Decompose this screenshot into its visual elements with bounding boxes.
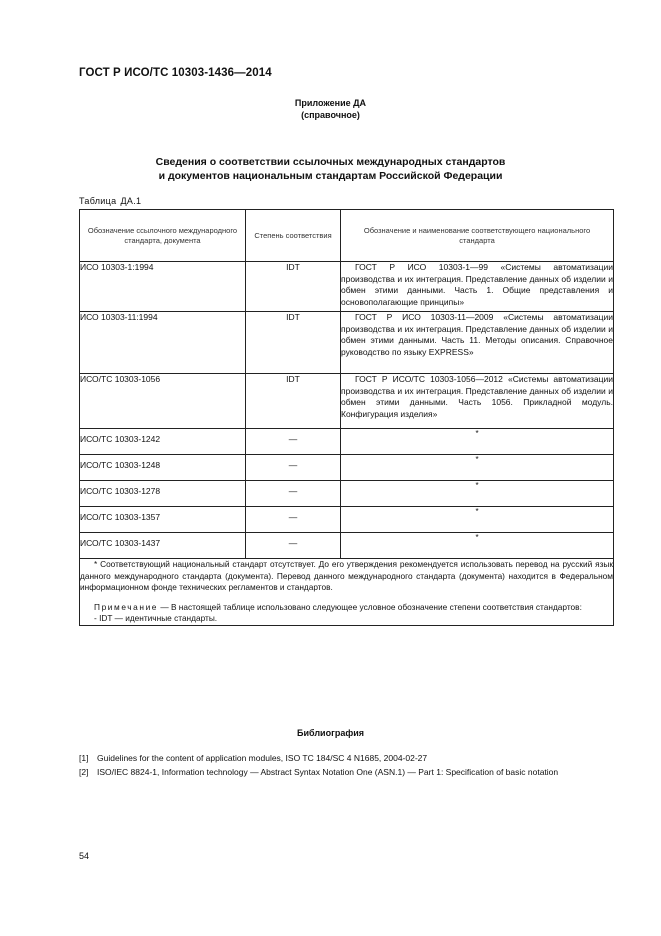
table-footnote-cell (80, 559, 614, 626)
row-national-name: ГОСТ Р ИСО 10303-11—2009 «Системы автоматизации производства и их интеграция. Представление данных об изделии и обмен этими данными. Часть 11. Методы описания. Справочное руководство по языку EXPRESS» (341, 312, 614, 374)
table-row (80, 429, 614, 455)
row-degree: — (246, 533, 341, 559)
section-title-line1: Сведения о соответствии ссылочных международных стандартов (155, 156, 506, 168)
row-national-name: ГОСТ Р ИСО 10303-1—99 «Системы автоматизации производства и их интеграция. Представление данных об изделии и обмен этими данными. Часть 1. Общие представления и основополагающие принципы» (341, 262, 614, 312)
header-ref-standard: Обозначение ссылочного международного стандарта, документа (80, 210, 246, 262)
table-row (80, 455, 614, 481)
table-row (80, 507, 614, 533)
bibliography-item (79, 766, 615, 778)
bibliography-item-number: [2] (79, 767, 89, 777)
table-header-row (80, 210, 614, 262)
table-caption (79, 196, 141, 206)
note-label: Примечание (94, 601, 159, 612)
table-caption-number: ДА.1 (120, 196, 142, 206)
row-ref-code: ИСО 10303-11:1994 (80, 312, 246, 374)
row-degree: — (246, 507, 341, 533)
row-ref-code: ИСО 10303-1:1994 (80, 262, 246, 312)
table-row (80, 533, 614, 559)
row-national-name: ГОСТ Р ИСО/ТС 10303-1056—2012 «Системы автоматизации производства и их интеграция. Представление данных об изделии и обмен этими данными. Часть 1056. Прикладной модуль. Конфигурация изделия» (341, 374, 614, 429)
annex-heading (0, 97, 661, 121)
row-national-name: * (341, 429, 614, 455)
row-degree: IDT (246, 262, 341, 312)
table-row (80, 312, 614, 374)
annex-title: Приложение ДА (294, 98, 367, 108)
standard-header: ГОСТ Р ИСО/ТС 10303-1436—2014 (79, 67, 272, 79)
row-degree: IDT (246, 312, 341, 374)
row-national-name: * (341, 481, 614, 507)
row-degree: — (246, 481, 341, 507)
header-national-standard: Обозначение и наименование соответствующего национального стандарта (341, 210, 614, 262)
page-number: 54 (79, 851, 90, 861)
row-national-name: * (341, 533, 614, 559)
section-title-line2: и документов национальным стандартам Российской Федерации (158, 169, 503, 182)
row-ref-code: ИСО/ТС 10303-1242 (80, 429, 246, 455)
section-title (0, 156, 661, 183)
row-ref-code: ИСО/ТС 10303-1357 (80, 507, 246, 533)
row-national-name: * (341, 507, 614, 533)
annex-subtitle: (справочное) (301, 110, 360, 120)
row-degree: — (246, 429, 341, 455)
bibliography-item-number: [1] (79, 753, 89, 763)
row-ref-code: ИСО/ТС 10303-1248 (80, 455, 246, 481)
header-degree: Степень соответствия (246, 210, 341, 262)
table-row (80, 481, 614, 507)
table-footnote-row (80, 559, 614, 626)
row-ref-code: ИСО/ТС 10303-1056 (80, 374, 246, 429)
row-degree: — (246, 455, 341, 481)
table-note (80, 602, 613, 614)
correspondence-table (79, 209, 614, 626)
table-row (80, 262, 614, 312)
note-text: — В настоящей таблице использовано следующее условное обозначение степени соответствия стандартов: (160, 601, 582, 612)
table-footnote: * Соответствующий национальный стандарт отсутствует. До его утверждения рекомендуется использовать перевод на русский язык данного международного стандарта (документа). Перевод данного международного стандарта (документа) находится в Федеральном информационном фонде технических регламентов и стандартов. (80, 559, 613, 593)
note-list-item: - IDT — идентичные стандарты. (94, 613, 218, 624)
row-national-name: * (341, 455, 614, 481)
row-degree: IDT (246, 374, 341, 429)
table-row (80, 374, 614, 429)
bibliography-title: Библиография (297, 728, 364, 738)
table-caption-word: Таблица (79, 196, 117, 206)
row-ref-code: ИСО/ТС 10303-1278 (80, 481, 246, 507)
bibliography-item (79, 752, 615, 764)
bibliography-item-text: Guidelines for the content of application modules, ISO TC 184/SC 4 N1685, 2004-02-27 (97, 753, 428, 763)
bibliography-item-text: ISO/IEC 8824-1, Information technology — Abstract Syntax Notation One (ASN.1) — Part 1: Specification of basic notation (97, 767, 559, 777)
row-ref-code: ИСО/ТС 10303-1437 (80, 533, 246, 559)
